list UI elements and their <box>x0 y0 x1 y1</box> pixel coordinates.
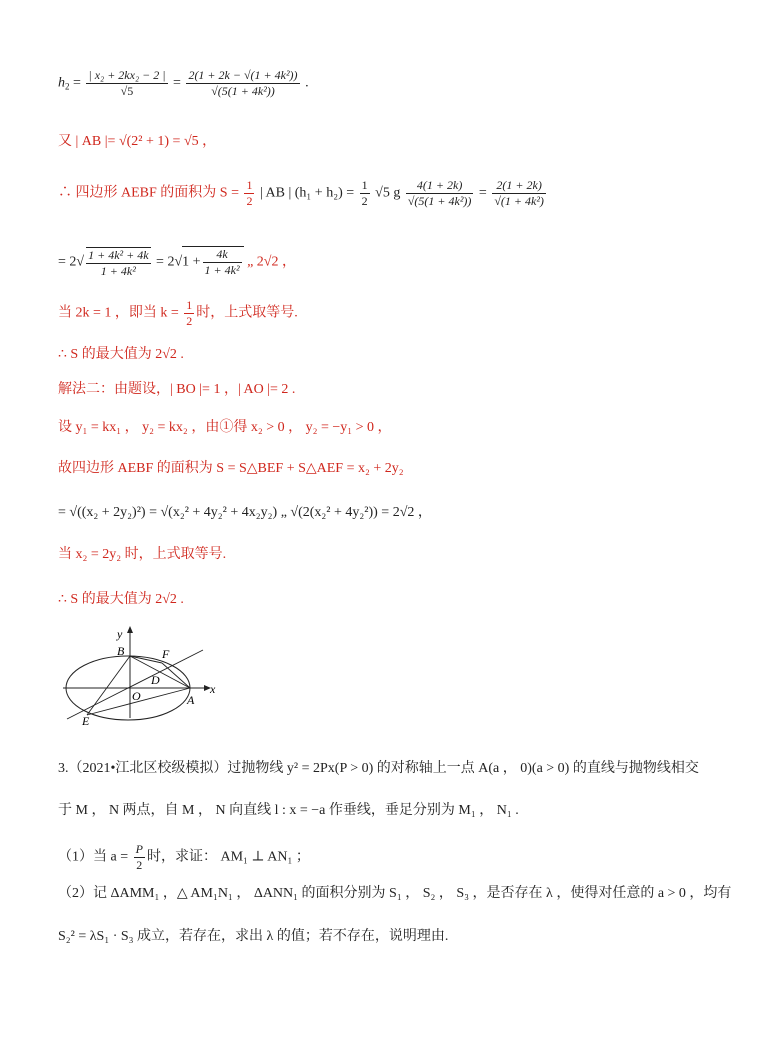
ineq-mid: = 2 <box>156 254 175 270</box>
max-value-1: ∴ S 的最大值为 2√2 . <box>58 347 184 362</box>
label-f: F <box>162 647 170 661</box>
frac-half-1-den: 2 <box>246 194 253 208</box>
label-b: B <box>117 644 125 658</box>
eq-cond-frac-num: 1 <box>186 298 193 312</box>
frac-3-num: 4(1 + 2k) <box>406 178 474 194</box>
eq-cond-pre: 当 2k = 1 ，即当 k = <box>58 305 179 321</box>
frac-4 <box>492 178 546 209</box>
ineq-frac-2 <box>203 247 242 278</box>
h-symbol: h <box>58 75 65 91</box>
fraction-1-num: | x₂ + 2kx₂ − 2 | <box>88 68 166 82</box>
area-mid2: √5 g <box>375 185 401 201</box>
label-x: x <box>210 682 216 696</box>
line-ab-length: 又 | AB |= √(2² + 1) = √5 ， <box>58 134 217 149</box>
ineq-frac-2-den: 1 + 4k² <box>204 263 240 277</box>
label-y: y <box>117 627 123 641</box>
setup-line: 设 y₁ = kx₁ ， y₂ = kx₂ ，由①得 x₂ > 0 ， y₂ = −y₁ > 0 ， <box>58 420 392 435</box>
area-formula <box>58 178 548 209</box>
frac-half-1 <box>244 178 254 209</box>
frac-4-num: 2(1 + 2k) <box>492 178 546 194</box>
period: . <box>305 75 309 91</box>
ineq-root-2 <box>182 246 243 278</box>
equality-condition <box>58 298 298 329</box>
y-axis-arrow <box>127 626 133 633</box>
q3-p1-frac <box>134 842 145 873</box>
frac-half-2-num: 1 <box>361 178 368 192</box>
area-sum-line: 故四边形 AEBF 的面积为 S = S△BEF + S△AEF = x₂ + 2y₂ <box>58 461 404 476</box>
label-a: A <box>187 693 195 707</box>
equality-condition-2: 当 x₂ = 2y₂ 时，上式取等号. <box>58 547 227 562</box>
sqrt-inequality-line: = √((x₂ + 2y₂)²) = √(x₂² + 4y₂² + 4x₂y₂) „ √(2(x₂² + 4y₂²)) = 2√2 ， <box>58 505 432 520</box>
ellipse-diagram <box>55 622 235 732</box>
fraction-1 <box>86 68 167 99</box>
q3-p1-pre: （1）当 a = <box>58 849 129 865</box>
line-eb <box>87 656 130 715</box>
q3-p1-frac-den: 2 <box>136 858 143 872</box>
q3-line-1: 3.（2021•江北区校级模拟）过抛物线 y² = 2Px(P > 0) 的对称轴上一点 A(a ， 0)(a > 0) 的直线与抛物线相交 <box>58 761 699 776</box>
q3-p1-post: 时，求证： AM₁ ⊥ AN₁ ； <box>146 849 310 865</box>
frac-3-den: √(5(1 + 4k²)) <box>407 194 472 208</box>
fraction-1-den: √5 <box>120 84 134 98</box>
q3-part-2-line-2: S₂² = λS₁ · S₃ 成立，若存在，求出 λ 的值；若不存在，说明理由. <box>58 929 449 944</box>
formula-h2 <box>58 68 309 99</box>
frac-4-den: √(1 + 4k²) <box>494 194 544 208</box>
label-d: D <box>151 673 160 687</box>
fraction-2-num: 2(1 + 2k − √(1 + 4k²)) <box>188 68 298 82</box>
q3-line-2: 于 M ， N 两点，自 M ， N 向直线 l : x = −a 作垂线，垂足分别为 M₁ ， N₁ . <box>58 803 519 818</box>
h-subscript: 2 <box>65 81 70 92</box>
eq-cond-frac-den: 2 <box>186 314 193 328</box>
fraction-2-den: √(5(1 + 4k²)) <box>211 84 275 98</box>
ineq-frac-2-num: 4k <box>203 247 242 263</box>
ineq-inner: 1 + <box>182 254 201 270</box>
ineq-frac-1 <box>86 247 150 279</box>
ineq-pre: = 2 <box>58 254 77 270</box>
frac-3 <box>406 178 474 209</box>
q3-part-1 <box>58 842 310 873</box>
equals: = <box>73 75 81 91</box>
eq-cond-frac <box>184 298 194 329</box>
equals-3: = <box>478 185 487 201</box>
eq-cond-post: 时，上式取等号. <box>196 305 298 321</box>
inequality-line: = 2√ $\frac{\text{1 + 4k² + 4k}}{\text{1 + 4k²}}$ = 2√1 + $\frac{4k}{\text{1 + 4k²}}$ „ 2√2 ， <box>58 247 296 278</box>
q3-part-2-line-1: （2）记 ΔAMM₁ ，△ AM₁N₁ ， ΔANN₁ 的面积分别为 S₁ ， S₂ ， S₃ ，是否存在 λ ，使得对任意的 a > 0 ，均有 <box>58 886 732 901</box>
area-prefix: ∴ 四边形 AEBF 的面积为 S = <box>58 185 239 201</box>
ineq-frac-1-num: 1 + 4k² + 4k <box>88 247 149 262</box>
ineq-frac-1-den: 1 + 4k² <box>100 263 136 278</box>
method-two-header: 解法二：由题设，| BO |= 1 ，| AO |= 2 . <box>58 382 296 397</box>
equals-2: = <box>173 75 181 91</box>
label-e: E <box>82 714 90 728</box>
frac-half-2-den: 2 <box>361 194 368 208</box>
frac-half-2 <box>360 178 370 209</box>
max-value-2: ∴ S 的最大值为 2√2 . <box>58 592 184 607</box>
label-o: O <box>132 689 141 703</box>
q3-p1-frac-num: P <box>135 842 143 856</box>
ineq-post: „ 2√2 ， <box>247 254 296 270</box>
area-mid: | AB | (h₁ + h₂) = <box>259 185 355 201</box>
fraction-2 <box>186 68 299 99</box>
frac-half-1-num: 1 <box>246 178 253 192</box>
